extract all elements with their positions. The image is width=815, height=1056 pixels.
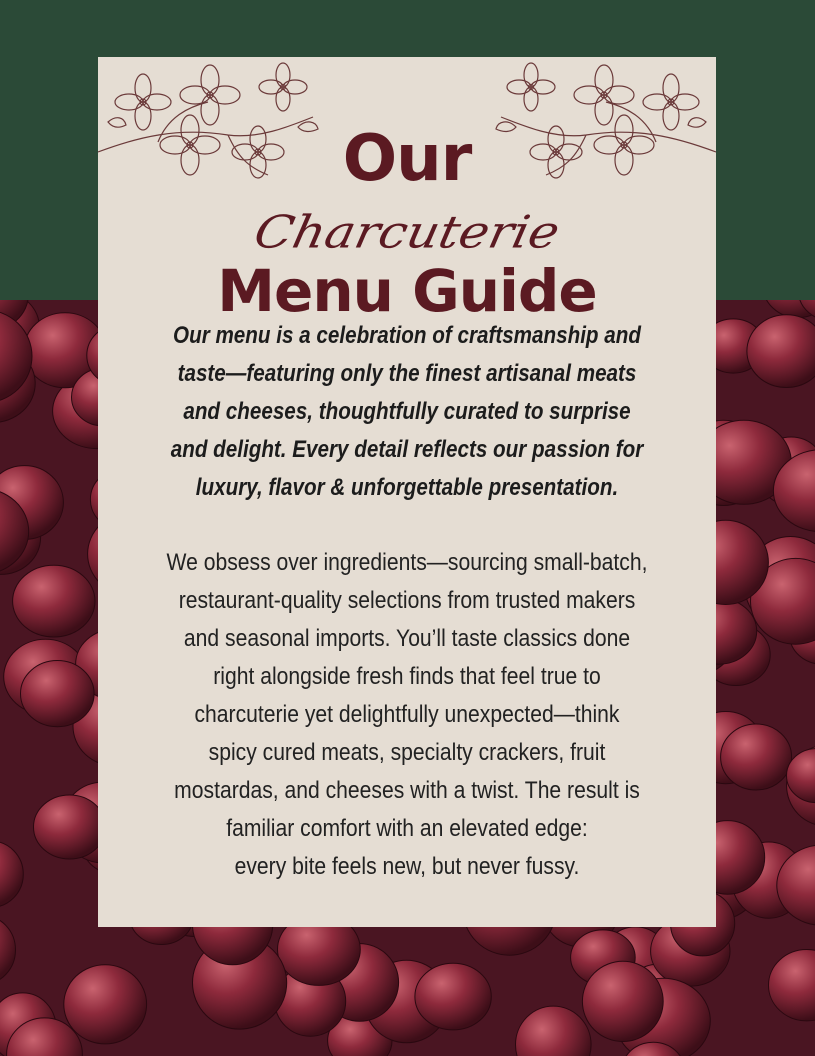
intro-paragraph	[167, 317, 647, 507]
body-line: spicy cured meats, specialty crackers, fruit	[208, 739, 606, 766]
body-line: every bite feels new, but never fussy.	[234, 853, 580, 880]
grape-shape	[0, 915, 16, 984]
grape-shape	[516, 1006, 592, 1056]
body-line: and seasonal imports. You’ll taste classics done	[183, 625, 631, 652]
title-menu-guide: Menu Guide	[217, 257, 597, 325]
grape-shape	[21, 661, 95, 727]
menu-card	[98, 57, 716, 927]
body-line: charcuterie yet delightfully unexpected—think	[194, 701, 620, 728]
grape-shape	[415, 963, 491, 1030]
grape-shape	[769, 950, 815, 1021]
grape-shape	[582, 961, 663, 1041]
body-line: restaurant-quality selections from trusted makers	[178, 587, 636, 614]
grape-shape	[747, 315, 815, 388]
body-paragraph	[147, 544, 666, 886]
intro-line: and delight. Every detail reflects our passion for	[170, 436, 644, 463]
title-script-charcuterie: Charcuterie	[249, 205, 565, 259]
grape-shape	[13, 565, 95, 637]
intro-line: Our menu is a celebration of craftsmanship and	[173, 322, 641, 349]
intro-line: and cheeses, thoughtfully curated to surprise	[183, 398, 631, 425]
grape-shape	[0, 841, 23, 907]
intro-line: taste—featuring only the finest artisanal meats	[177, 360, 637, 387]
body-line: mostardas, and cheeses with a twist. The result is	[174, 777, 640, 804]
title-our: Our	[342, 122, 472, 196]
body-line: We obsess over ingredients—sourcing small-batch,	[166, 549, 648, 576]
body-line: right alongside fresh finds that feel true to	[213, 663, 601, 690]
body-line: familiar comfort with an elevated edge:	[226, 815, 588, 842]
grape-shape	[64, 965, 147, 1044]
grape-shape	[34, 795, 106, 859]
intro-line: luxury, flavor & unforgettable presentation.	[195, 474, 619, 501]
grape-shape	[721, 724, 792, 790]
